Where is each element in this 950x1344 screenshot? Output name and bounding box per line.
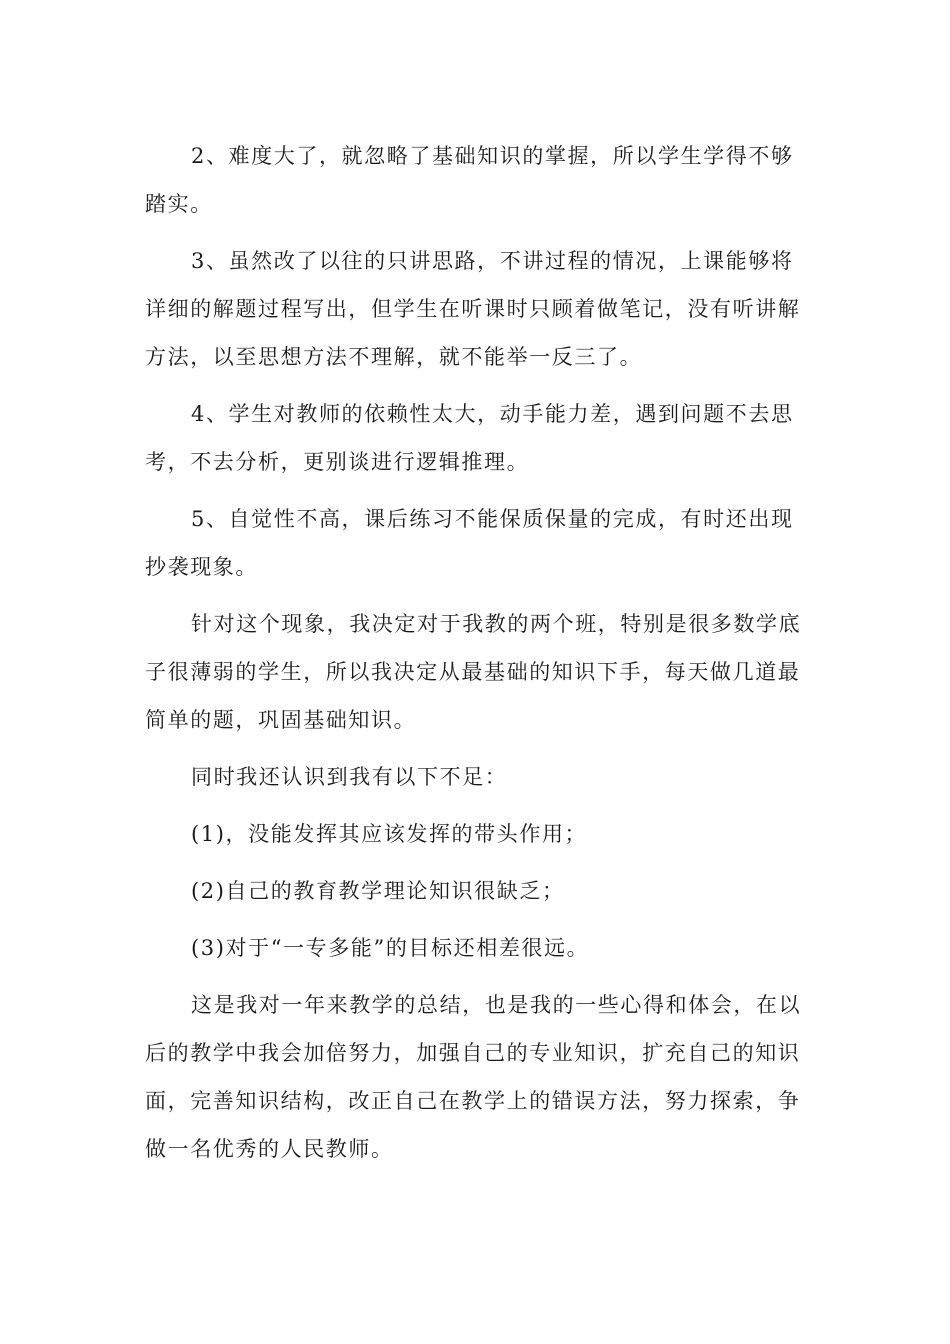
paragraph-item-4: 4、学生对教师的依赖性太大，动手能力差，遇到问题不去思考，不去分析，更别谈进行逻辑推理。	[145, 402, 794, 474]
shortcoming-item-3: (3)对于“一专多能”的目标还相差很远。	[191, 936, 590, 960]
paragraph-conclusion: 这是我对一年来教学的总结，也是我的一些心得和体会，在以后的教学中我会加倍努力，加强自己的专业知识，扩充自己的知识面，完善知识结构，改正自己在教学上的错误方法，努力探索，争做一名优秀的人民教师。	[145, 993, 802, 1161]
paragraph-item-2: 2、难度大了，就忽略了基础知识的掌握，所以学生学得不够踏实。	[145, 144, 794, 216]
shortcoming-item-1: (1)，没能发挥其应该发挥的带头作用；	[191, 822, 588, 846]
document-body	[145, 132, 813, 1182]
shortcoming-item-2: (2)自己的教育教学理论知识很缺乏；	[191, 879, 565, 903]
paragraph-shortcomings-intro: 同时我还认识到我有以下不足：	[191, 765, 508, 789]
paragraph-item-3: 3、虽然改了以往的只讲思路，不讲过程的情况，上课能够将详细的解题过程写出，但学生在听课时只顾着做笔记，没有听讲解方法，以至思想方法不理解，就不能举一反三了。	[145, 249, 801, 369]
paragraph-item-5: 5、自觉性不高，课后练习不能保质保量的完成，有时还出现抄袭现象。	[145, 507, 794, 579]
paragraph-plan: 针对这个现象，我决定对于我教的两个班，特别是很多数学底子很薄弱的学生，所以我决定从最基础的知识下手，每天做几道最简单的题，巩固基础知识。	[145, 612, 802, 732]
